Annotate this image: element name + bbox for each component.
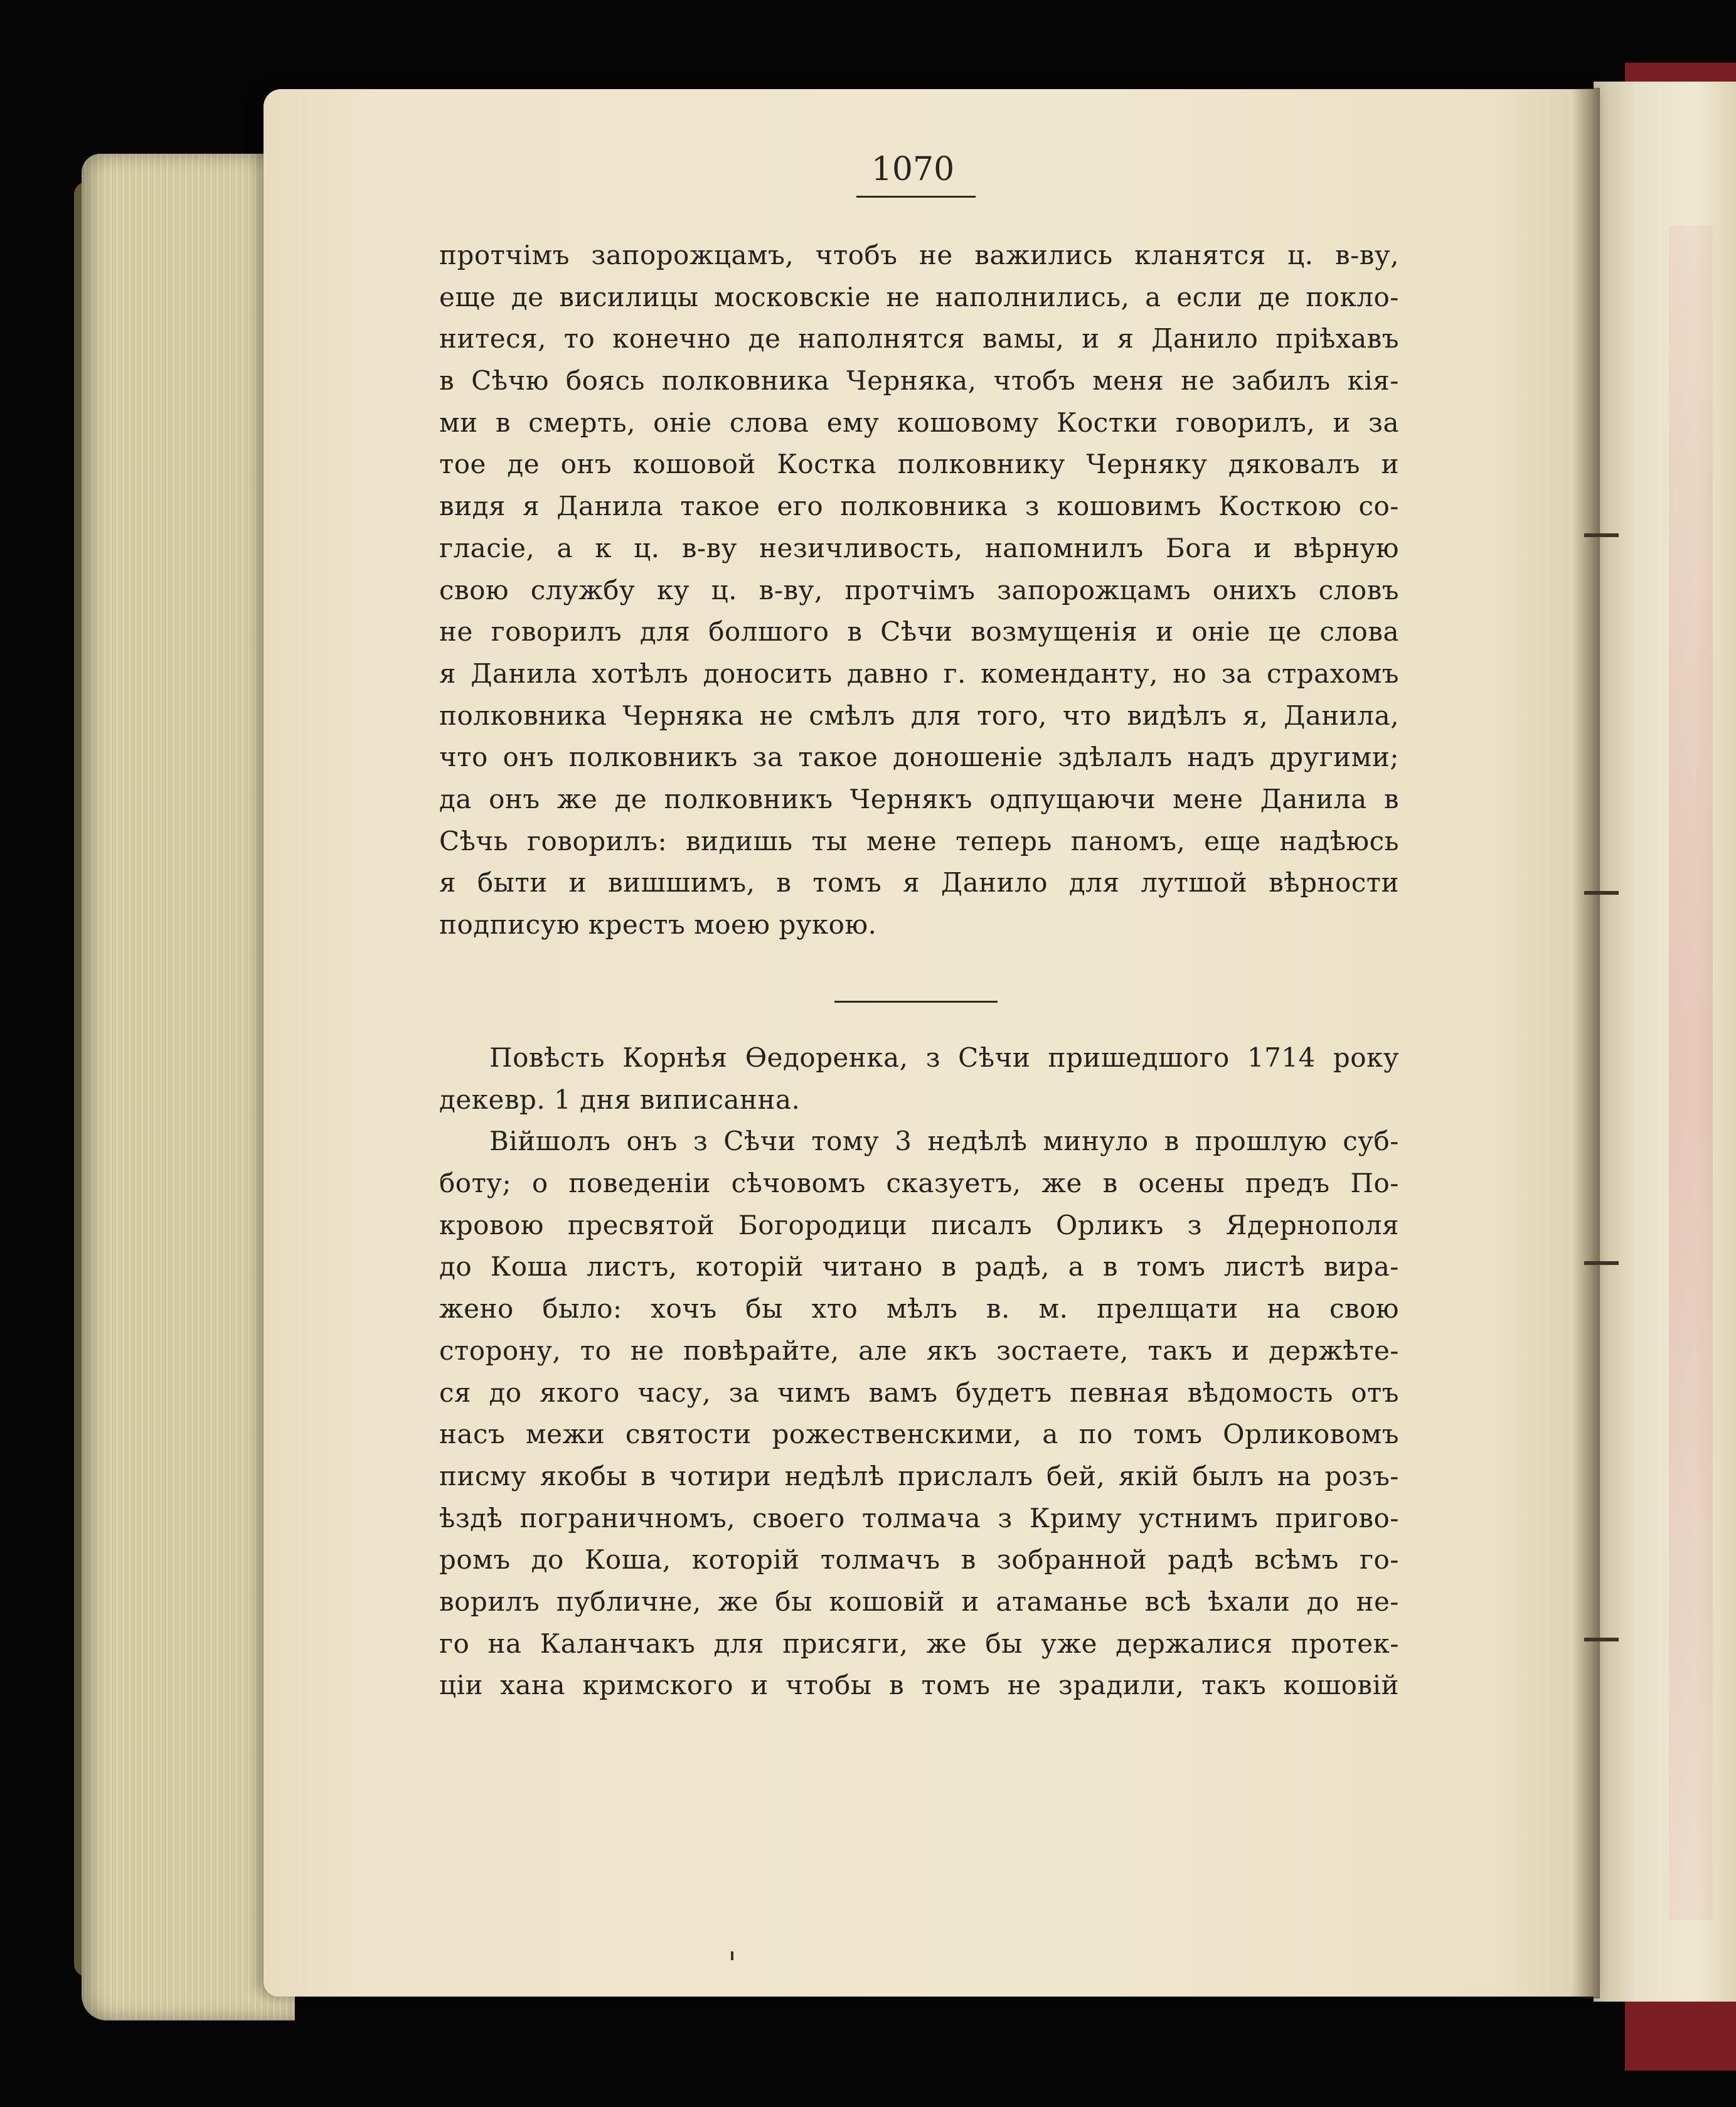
paragraph-1 [439,235,1399,946]
page-gutter [1572,88,1600,1998]
facing-page [1594,82,1736,2002]
heading-line: декевр. 1 дня виписанна. [439,1084,801,1115]
text-line: ціи хана кримского и чтобы в томъ не зрадили, такъ кошовій [439,1670,1399,1701]
section-divider [834,1001,998,1003]
text-line: го на Каланчакъ для присяги, же бы уже держалися протек- [439,1628,1399,1659]
text-line: что онъ полковникъ за такое доношеніе здѣлалъ надъ другими; [439,742,1399,773]
facing-page-stain [1669,226,1713,1920]
text-line: гласіе, а к ц. в-ву незичливость, напомнилъ Бога и вѣрную [439,532,1399,563]
text-line: ми в смерть, оніе слова ему кошовому Костки говорилъ, и за [439,407,1399,438]
text-line: нитеся, то конечно де наполнятся вамы, и я Данило пріѣхавъ [439,323,1399,355]
text-line: сторону, то не повѣрайте, але якъ зостаете, такъ и держѣте- [439,1335,1399,1366]
text-line: видя я Данила такое его полковника з кошовимъ Косткою со- [439,491,1399,522]
text-line: писму якобы в чотири недѣлѣ прислалъ бей, якій былъ на розъ- [439,1460,1399,1491]
paragraph-2-block [439,1037,1399,1707]
heading-line: Повѣсть Корнѣя Өедоренка, з Сѣчи пришедшого 1714 року [489,1042,1399,1073]
text-line: протчімъ запорожцамъ, чтобъ не важились кланятся ц. в-ву, [439,240,1399,270]
text-line: ромъ до Коша, которій толмачъ в зобранной радѣ всѣмъ го- [439,1544,1399,1576]
text-line: боту; о поведеніи сѣчовомъ сказуетъ, же в осены предъ По- [439,1168,1399,1199]
text-line: я Данила хотѣлъ доносить давно г. коменданту, но за страхомъ [439,658,1399,689]
text-line: Сѣчь говорилъ: видишь ты мене теперь паномъ, еще надѣюсь [439,825,1399,856]
text-line: тое де онъ кошовой Костка полковнику Черняку дяковалъ и [439,449,1399,480]
text-line: до Коша листъ, которій читано в радѣ, а в томъ листѣ вира- [439,1251,1399,1283]
text-line: жено было: хочъ бы хто мѣлъ в. м. прелщати на свою [439,1293,1399,1325]
binding-stitch [1584,1261,1619,1265]
binding-stitch [1584,533,1619,537]
text-line: насъ межи святости рожественскими, а по томъ Орликовомъ [439,1419,1399,1450]
page-edges [82,154,295,2020]
text-line: я быти и вишшимъ, в томъ я Данило для лутшой вѣрности [439,867,1399,899]
text-line: ся до якого часу, за чимъ вамъ будетъ певная вѣдомость отъ [439,1377,1399,1408]
text-line: еще де висилицы московскіе не наполнились, а если де покло- [439,281,1399,312]
page-number: 1070 [871,151,955,188]
binding-stitch [1584,891,1619,895]
text-line: ворилъ публичне, же бы кошовій и атаманье всѣ ѣхали до не- [439,1586,1399,1617]
text-line: кровою пресвятой Богородици писалъ Орликъ з Ядернополя [439,1209,1399,1240]
text-line: свою службу ку ц. в-ву, протчімъ запорожцамъ онихъ словъ [439,574,1399,605]
text-line: в Сѣчю боясь полковника Черняка, чтобъ меня не забилъ кія- [439,365,1399,397]
text-line: подписую крестъ моею рукою. [439,909,877,940]
ink-mark [731,1951,733,1960]
page-number-rule [856,196,976,198]
text-line: не говорилъ для болшого в Сѣчи возмущенія и оніе це слова [439,616,1399,648]
binding-stitch [1584,1638,1619,1641]
text-line: да онъ же де полковникъ Чернякъ одпущаючи мене Данила в [439,783,1399,814]
text-line: полковника Черняка не смѣлъ для того, что видѣлъ я, Данила, [439,700,1399,731]
text-line: ѣздѣ пограничномъ, своего толмача з Криму устнимъ пригово- [439,1502,1399,1534]
text-line: Війшолъ онъ з Сѣчи тому 3 недѣлѣ минуло в прошлую суб- [489,1126,1399,1157]
